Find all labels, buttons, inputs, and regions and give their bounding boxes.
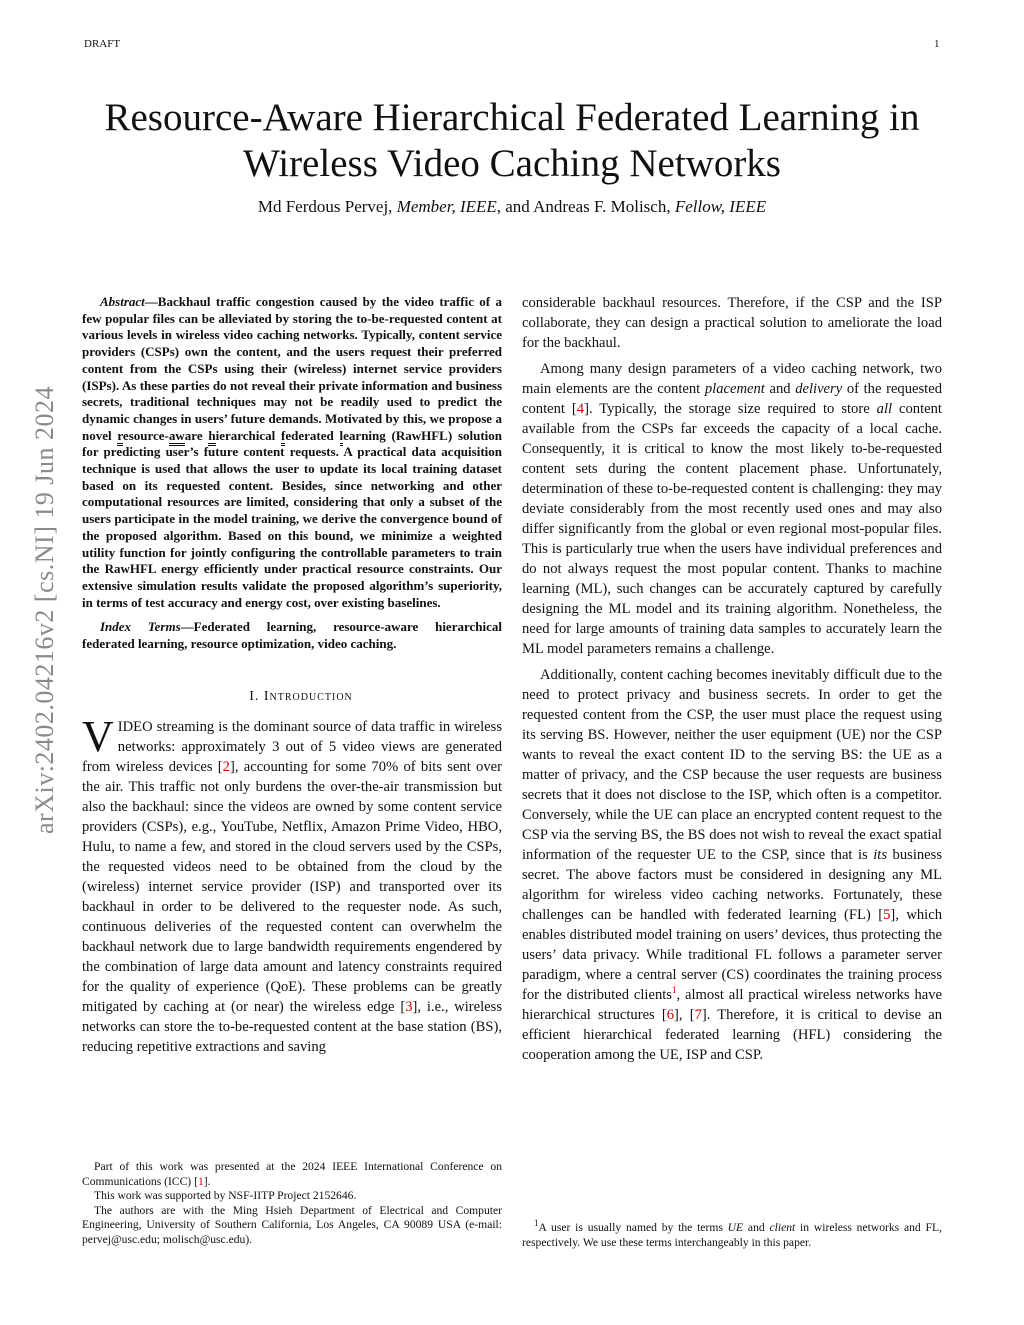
section-heading-introduction: I. Introduction xyxy=(249,688,353,704)
right-column xyxy=(522,293,942,1065)
running-header: DRAFT xyxy=(84,38,121,50)
citation-link[interactable]: 4 xyxy=(576,401,585,417)
citation-link[interactable]: 5 xyxy=(883,907,891,923)
intro-paragraph: VIDEO streaming is the dominant source of data traffic in wireless networks: approximately 3 out of 5 video views are generated from wireless devices [2], accounting for some 70% of bits sent over the air. This traffic not only burdens the over-the-air transmission but also the backhaul: since the videos are owned by some content service providers (CSPs), e.g., YouTube, Netflix, Amazon Prime Video, HBO, Hulu, to name a few, and stored in the cloud servers used by the CSPs, the requested videos need to be obtained from the cloud by the (wireless) internet service provider (ISP) and transported over its backhaul in order to be delivered to the requester node. As such, continuous deliveries of the requested content can overwhelm the backhaul network due to large bandwidth requirements engendered by the combination of large data amount and latency constraints required for the quality of experience (QoE). These problems can be greatly mitigated by caching at (or near) the wireless edge [3], i.e., wireless networks can store the to-be-requested content at the base station (BS), reducing repetitive extractions and saving xyxy=(82,711,502,1055)
footnotes-left: Part of this work was presented at the 2024 IEEE International Conference on Communications (ICC) [1]. This work was supported by NSF-IITP Project 2152646. The authors are with the Ming Hsieh Department of Electrical and Computer Engineering, University of Southern California, Los Angeles, CA 90089 USA (e-mail: pervej@usc.edu; molisch@usc.edu). xyxy=(82,1160,502,1246)
citation-link[interactable]: 2 xyxy=(222,758,230,775)
footnote-marker[interactable]: 1 xyxy=(672,985,677,996)
index-terms: Index Terms—Federated learning, resource-aware hierarchical federated learning, resource optimization, video caching. xyxy=(82,619,502,652)
abstract: Abstract—Backhaul traffic congestion caused by the video traffic of a few popular files can be alleviated by storing the to-be-requested content at various levels in wireless video caching networks. Typically, content service providers (CSPs) own the content, and the users request their preferred content from the CSPs using their (wireless) internet service providers (ISPs). As these parties do not reveal their private information and business secrets, traditional techniques may not be readily used to predict the dynamic changes in users’ future demands. Motivated by this, we propose a novel resource-aware hierarchical federated learning (RawHFL) solution for predicting user’s future content requests. A practical data acquisition technique is used that allows the user to update its local training dataset based on its requested content. Besides, since networking and other computational resources are limited, considering that only a subset of the users participate in the model training, we derive the convergence bound of the proposed algorithm. Based on this bound, we minimize a weighted utility function for jointly configuring the controllable parameters to train the RawHFL energy efficiently under practical resource constraints. Our extensive simulation results validate the proposed algorithm’s superiority, in terms of test accuracy and energy cost, over existing baselines. xyxy=(82,294,503,610)
paper-title: Resource-Aware Hierarchical Federated Learning in Wireless Video Caching Networks xyxy=(104,96,920,185)
citation-link[interactable]: 6 xyxy=(666,1007,675,1023)
paragraph: Among many design parameters of a video caching network, two main elements are the content placement and delivery of the requested content [4]. Typically, the storage size required to store all content available from the CSPs far exceeds the capacity of a local cache. Consequently, it is critical to know the most likely to-be-requested content sets during the content placement phase. Unfortunately, determination of these to-be-requested content is challenging: they may deviate considerably from the most recently used ones and may also differ significantly from the global or even regional most-popular files. This is particularly true when the users have individual preferences and do not always request the most popular content. Thanks to machine learning (ML), such changes can be accurately captured by carefully designing the ML model and its training algorithm. Nonetheless, the need for large amounts of training data samples to accurately learn the ML model parameters remains a challenge. xyxy=(522,361,943,657)
arxiv-stamp: arXiv:2402.04216v2 [cs.NI] 19 Jun 2024 xyxy=(30,386,59,834)
citation-link[interactable]: 1 xyxy=(197,1174,204,1188)
footnote-right: $^1$A user is usually named by the terms UE and client in wireless networks and FL, respectively. We use these terms interchangeably in this paper. xyxy=(522,1218,942,1249)
citation-link[interactable]: 7 xyxy=(694,1007,702,1023)
page-number: 1 xyxy=(934,38,940,50)
left-column xyxy=(82,294,502,1057)
authors: Md Ferdous Pervej, Member, IEEE, and Andreas F. Molisch, Fellow, IEEE xyxy=(257,197,767,216)
paragraph: considerable backhaul resources. Therefore, if the CSP and the ISP collaborate, they can design a practical solution to ameliorate the load for the backhaul. xyxy=(522,295,942,351)
paragraph: Additionally, content caching becomes inevitably difficult due to the need to protect privacy and business secrets. In order to get the requested content from the CSP, the user must place the request using its serving BS. However, neither the user equipment (UE) nor the CSP wants to reveal the exact content ID to the serving BS: the UE as a matter of privacy, and the CSP because the user requests are business secrets that it does not disclose to the ISP, which often is a competitor. Conversely, while the UE can place an encrypted content request to the CSP via the serving BS, the BS does not wish to reveal the exact spatial information of the requester UE to the CSP, since that is its business secret. The above factors must be considered in designing any ML algorithm for wireless video caching networks. Fortunately, these challenges can be handled with federated learning (FL) [5], which enables distributed model training on users’ devices, thus protecting the users’ data privacy. While traditional FL follows a parameter server paradigm, where a central server (CS) coordinates the training process for the distributed clients$^1$, almost all practical wireless networks have hierarchical structures [6], [7]. Therefore, it is critical to devise an efficient hierarchical federated learning (HFL) considering the cooperation among the UE, ISP and CSP. xyxy=(522,667,943,1063)
citation-link[interactable]: 3 xyxy=(405,998,413,1015)
